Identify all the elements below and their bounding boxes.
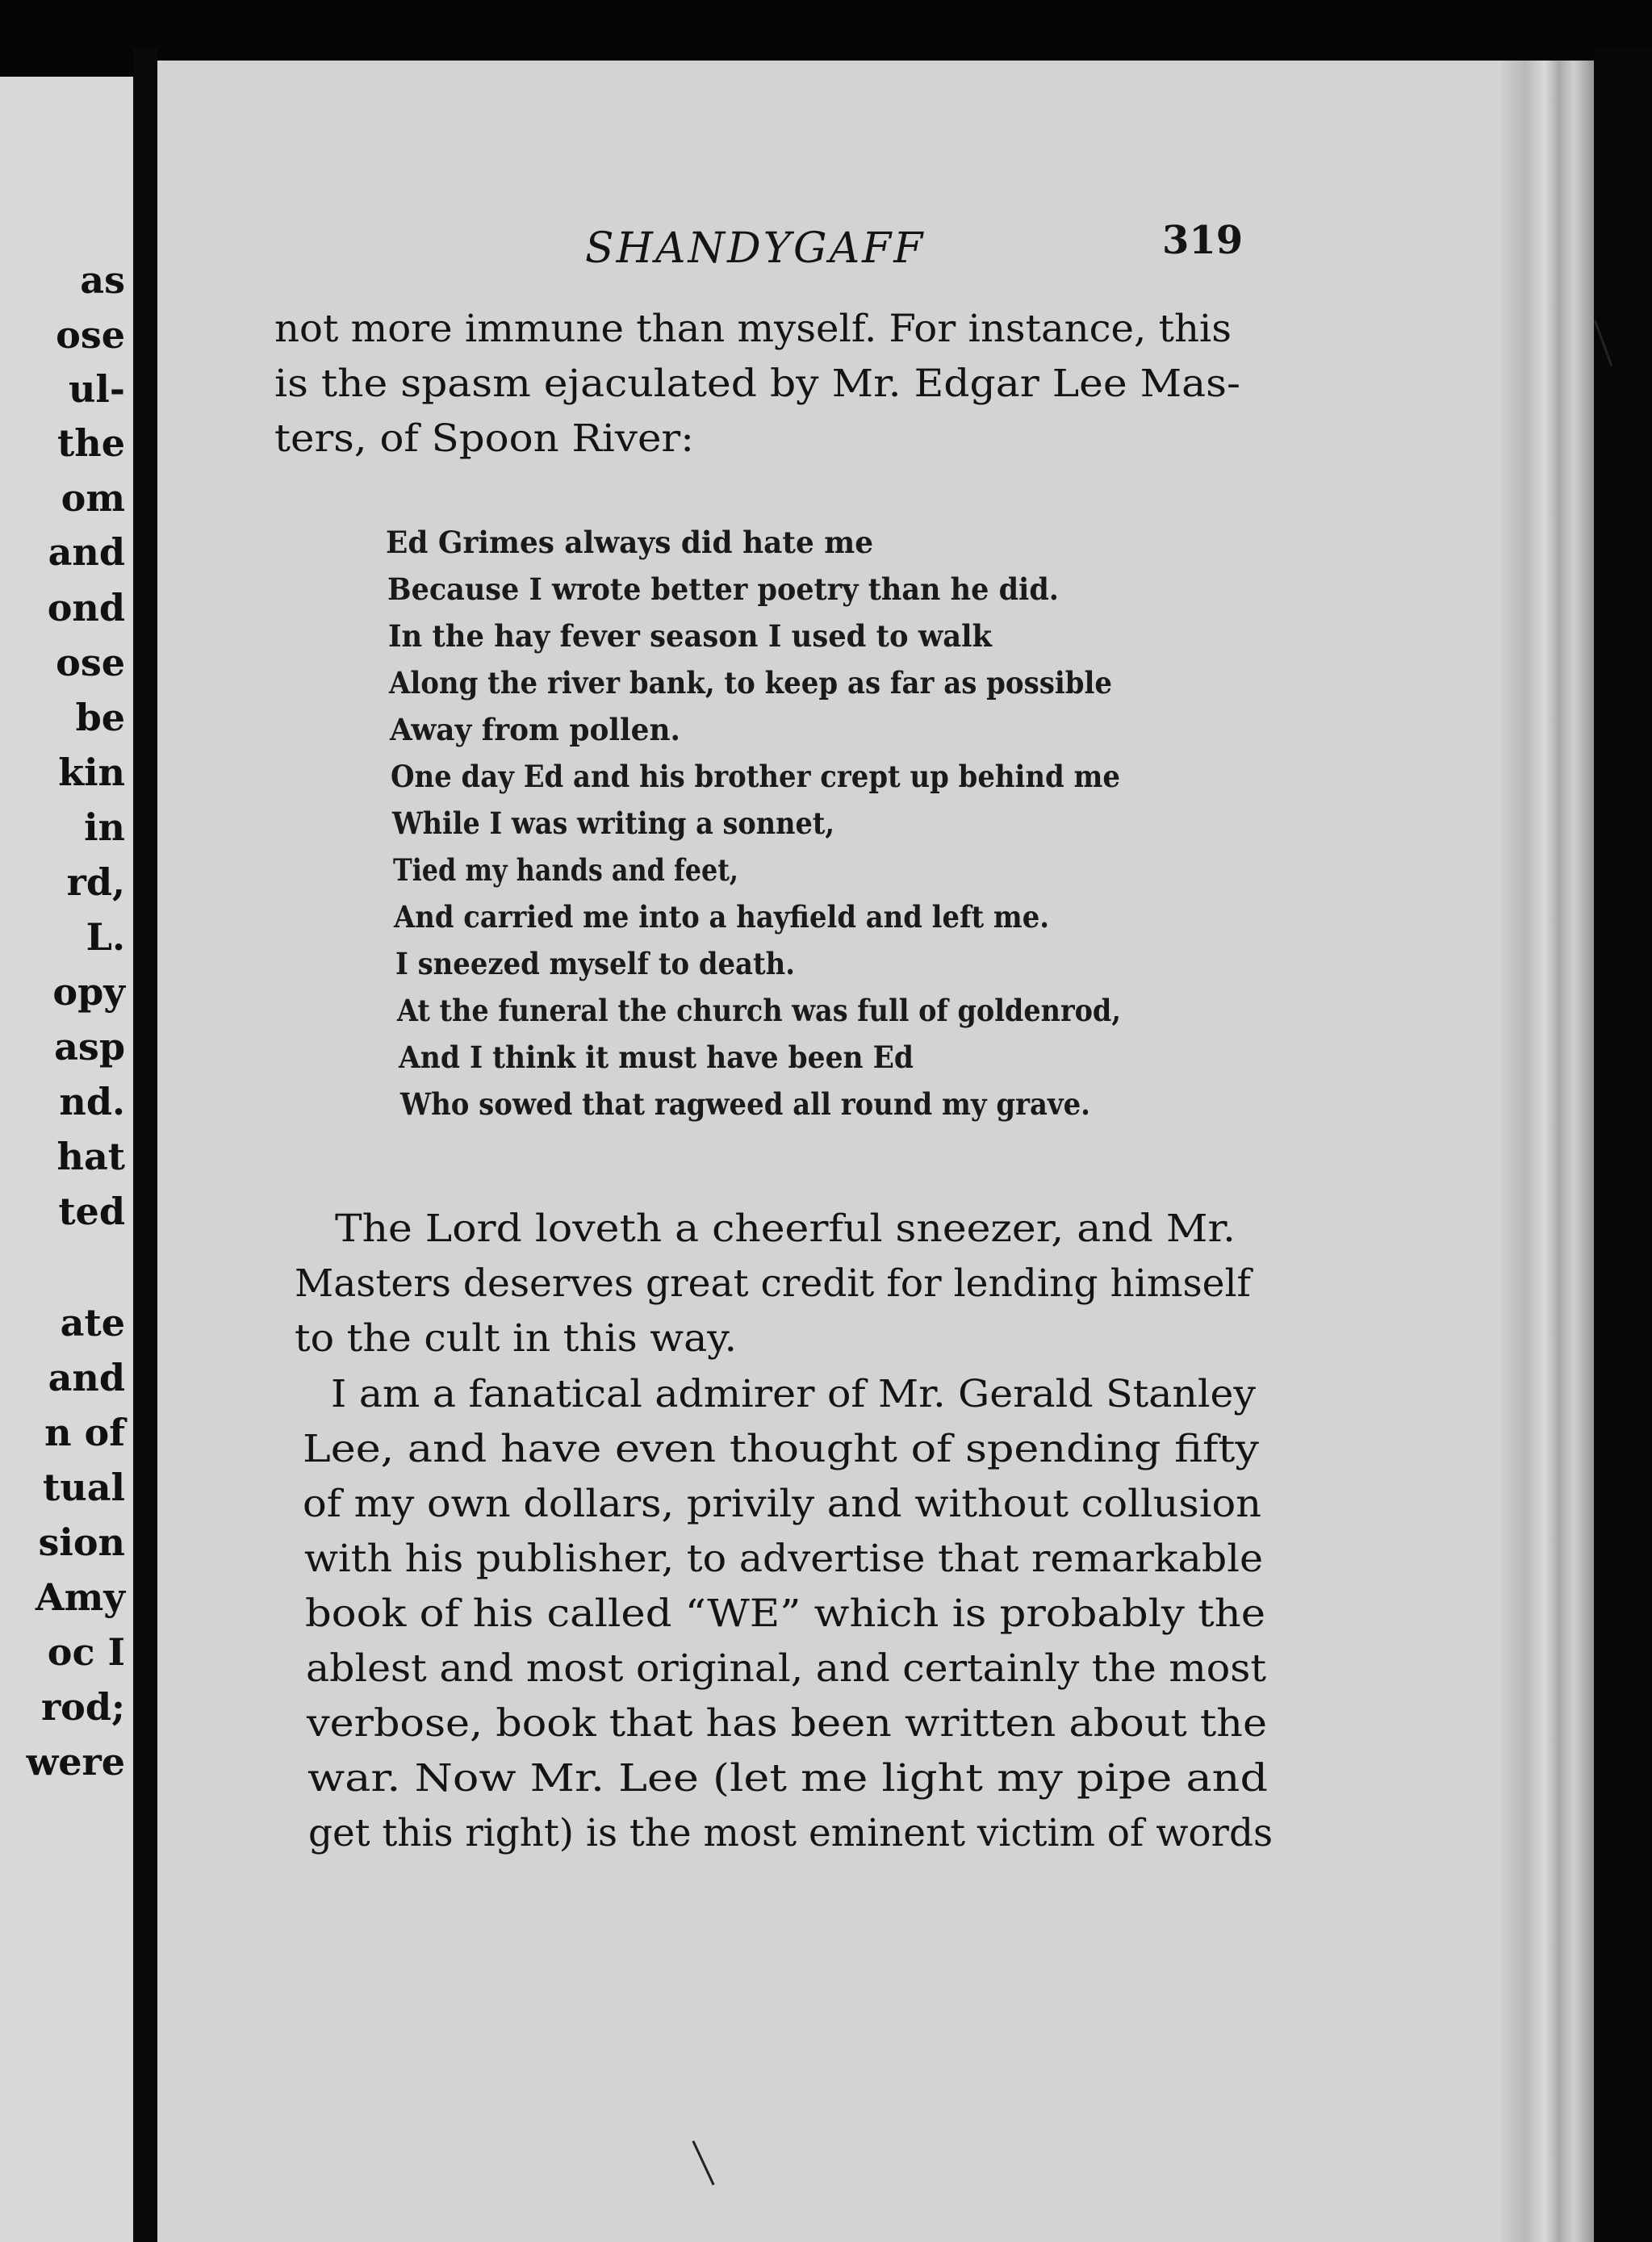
left-page-line-fragment: n of [44,1411,125,1454]
left-page-line-fragment: nd. [59,1080,125,1123]
book-gutter [133,48,157,2242]
left-page-line-fragment: om [61,476,125,520]
running-head: SHANDYGAFF [585,224,926,273]
text-line: ters, of Spoon River: [274,416,694,461]
text-line: ablest and most original, and certainly the most [306,1646,1266,1691]
poem-line: Ed Grimes always did hate me [386,525,873,560]
left-page-line-fragment: were [26,1740,125,1784]
poem-line: And I think it must have been Ed [399,1039,914,1075]
left-page-line-fragment: ose [56,641,125,684]
poem-line: While I was writing a sonnet, [392,805,834,841]
left-page-line-fragment: in [84,805,125,849]
left-page-line-fragment: hat [56,1135,125,1178]
poem-line: In the hay fever season I used to walk [388,618,992,654]
left-page-line-fragment: L. [86,915,125,959]
left-page-fragment [0,77,133,2242]
poem-line: One day Ed and his brother crept up behind me [391,759,1120,794]
text-line: of my own dollars, privily and without collusion [303,1482,1261,1526]
poem-line: Along the river bank, to keep as far as possible [389,665,1112,701]
left-page-line-fragment: ose [56,313,125,357]
text-line: verbose, book that has been written about the [307,1701,1267,1746]
text-line: not more immune than myself. For instance, this [274,307,1232,351]
left-page-line-fragment: and [48,1356,125,1399]
left-page-line-fragment: ond [47,586,125,630]
text-line: get this right) is the most eminent victim of words [308,1811,1273,1855]
text-line: The Lord loveth a cheerful sneezer, and Mr. [335,1207,1236,1251]
left-page-line-fragment: sion [38,1520,125,1564]
text-line: to the cult in this way. [295,1316,737,1361]
scan-border [1594,48,1652,2242]
left-page-line-fragment: asp [54,1025,125,1069]
left-page-line-fragment: Amy [35,1575,125,1619]
page-number: 319 [1162,218,1244,263]
text-line: war. Now Mr. Lee (let me light my pipe and [307,1756,1268,1801]
poem-line: Who sowed that ragweed all round my grave. [400,1086,1090,1122]
poem-line: And carried me into a hayfield and left me. [394,899,1049,935]
text-line: with his publisher, to advertise that remarkable [304,1537,1263,1581]
poem-line: At the funeral the church was full of goldenrod, [397,993,1121,1028]
poem-line: Tied my hands and feet, [393,852,738,888]
left-page-line-fragment: opy [52,970,125,1014]
left-page-line-fragment: the [57,421,125,465]
page-edges [1501,61,1598,2242]
left-page-line-fragment: as [80,258,125,302]
poem-line: Because I wrote better poetry than he did. [387,571,1059,607]
left-page-line-fragment: rd, [66,860,125,904]
left-page-line-fragment: be [75,696,125,739]
left-page-line-fragment: kin [58,751,125,794]
left-page-line-fragment: ted [58,1190,125,1233]
poem-line: Away from pollen. [390,712,680,747]
text-line: is the spasm ejaculated by Mr. Edgar Lee Mas- [274,362,1240,406]
text-line: Lee, and have even thought of spending fifty [303,1427,1259,1471]
left-page-line-fragment: oc I [47,1630,125,1674]
poem-line: I sneezed myself to death. [395,946,795,981]
text-line: book of his called “WE” which is probably the [305,1592,1265,1636]
left-page-line-fragment: ul- [68,367,125,411]
left-page-line-fragment: and [48,530,125,574]
text-line: I am a fanatical admirer of Mr. Gerald Stanley [331,1372,1256,1416]
left-page-line-fragment: rod; [40,1685,125,1729]
left-page-line-fragment: ate [60,1301,125,1345]
left-page-line-fragment: tual [43,1466,125,1509]
text-line: Masters deserves great credit for lending himself [295,1261,1251,1306]
